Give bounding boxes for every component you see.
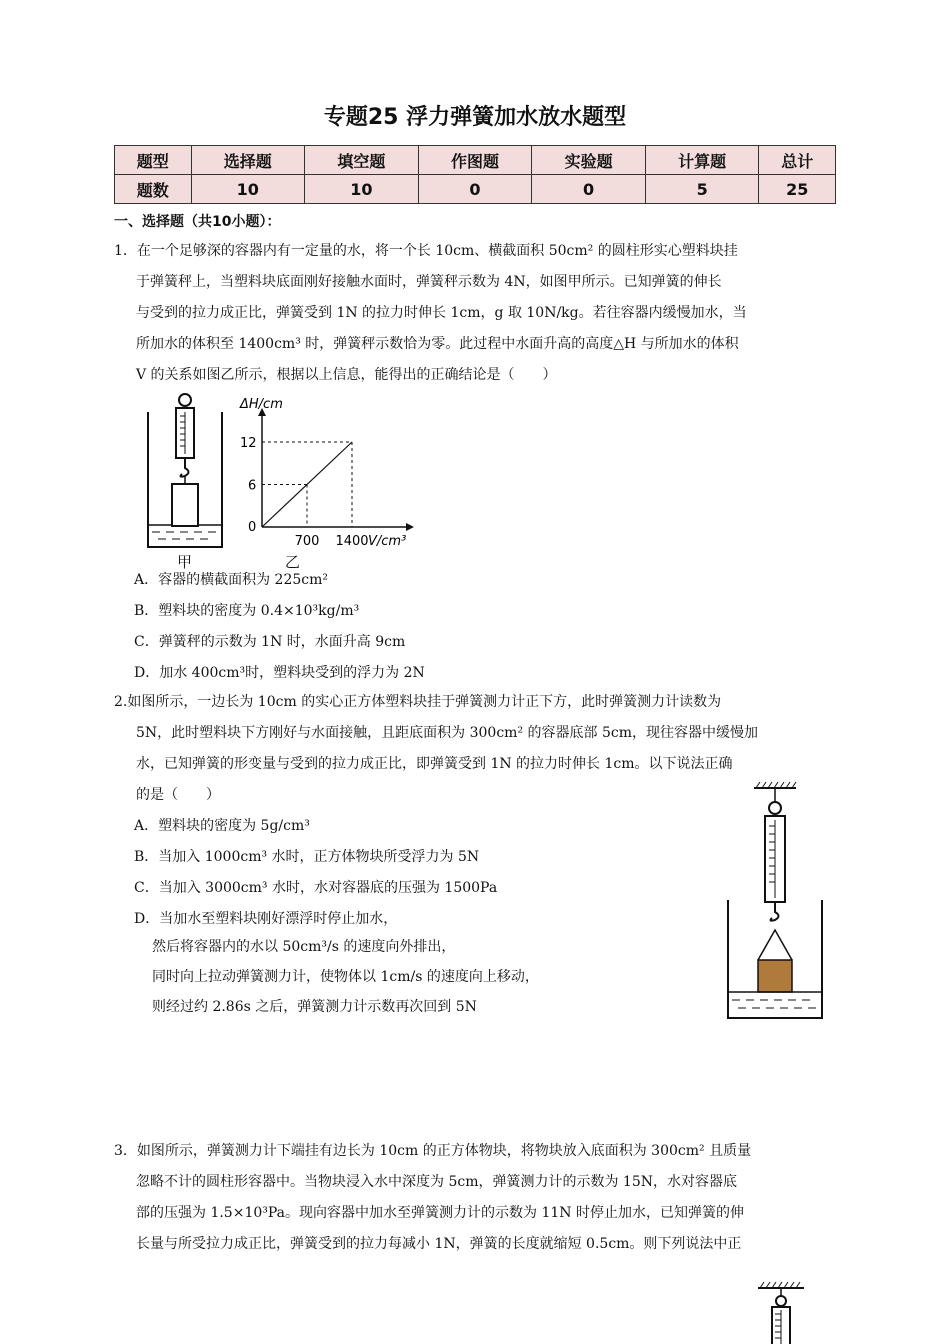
page-title: 专题25 浮力弹簧加水放水题型 [323, 105, 627, 130]
q3-line: 3．如图所示，弹簧测力计下端挂有边长为 10cm 的正方体物块，将物块放入底面积为 300cm² 且质量 [114, 1143, 752, 1159]
q3-line: 忽略不计的圆柱形容器中。当物块浸入水中深度为 5cm，弹簧测力计的示数为 15N，水对容器底 [136, 1174, 737, 1190]
q1-line: 与受到的拉力成正比，弹簧受到 1N 的拉力时伸长 1cm，g 取 10N/kg。若往容器内缓慢加水，当 [136, 305, 747, 321]
table-cell: 总计 [759, 146, 836, 175]
figure-q2-apparatus [724, 780, 824, 1022]
table-cell: 0 [418, 175, 532, 204]
question-3-stem [114, 1136, 838, 1260]
q2-option-d-line: 同时向上拉动弹簧测力计，使物体以 1cm/s 的速度向上移动， [152, 969, 539, 985]
table-cell: 25 [759, 175, 836, 204]
table-cell: 题型 [115, 146, 192, 175]
q1-option-c[interactable]: C．弹簧秤的示数为 1N 时，水面升高 9cm [134, 634, 406, 650]
figure-b-caption: 乙 [285, 553, 301, 571]
q2-line: 水，已知弹簧的形变量与受到的拉力成正比，即弹簧受到 1N 的拉力时伸长 1cm。以下说法正确 [136, 756, 733, 772]
q1-line: 1．在一个足够深的容器内有一定量的水，将一个长 10cm、横截面积 50cm² 的圆柱形实心塑料块挂 [114, 243, 738, 259]
x-axis-arrow [406, 523, 414, 531]
q2-line: 5N，此时塑料块下方刚好与水面接触，且距底面积为 300cm² 的容器底部 5cm，现往容器中缓慢加 [136, 725, 758, 741]
x-tick-label: 700 [294, 534, 320, 549]
q2-option-d-line: 然后将容器内的水以 50cm³/s 的速度向外排出， [152, 939, 456, 955]
x-tick-label: 1400 [335, 534, 369, 549]
section-heading: 一、选择题（共10小题）： [114, 214, 281, 230]
q1-line: 所加水的体积至 1400cm³ 时，弹簧秤示数恰为零。此过程中水面升高的高度△H 与所加水的体积 [136, 336, 739, 352]
table-cell: 10 [305, 175, 419, 204]
y-axis-label: ΔH/cm [240, 397, 283, 412]
table-cell: 选择题 [191, 146, 305, 175]
table-cell: 作图题 [418, 146, 532, 175]
y-tick-label: 6 [248, 478, 257, 494]
figure-spring-scale-container [140, 392, 230, 552]
figure-b-chart [236, 392, 416, 552]
q2-line: 2.如图所示，一边长为 10cm 的实心正方体塑料块挂于弹簧测力计正下方，此时弹簧测力计读数为 [114, 694, 722, 710]
q3-line: 长量与所受拉力成正比，弹簧受到的拉力每减小 1N，弹簧的长度就缩短 0.5cm。则下列说法中正 [136, 1236, 742, 1252]
q2-option-d[interactable]: D．当加水至塑料块刚好漂浮时停止加水， [134, 911, 398, 927]
q3-line: 部的压强为 1.5×10³Pa。现向容器中加水至弹簧测力计的示数为 11N 时停止加水，已知弹簧的伸 [136, 1205, 744, 1221]
q2-option-a[interactable]: A．塑料块的密度为 5g/cm³ [134, 818, 310, 834]
figure-a-caption: 甲 [177, 553, 193, 571]
q2-option-b[interactable]: B．当加入 1000cm³ 水时，正方体物块所受浮力为 5N [134, 849, 480, 865]
origin-label: 0 [248, 520, 257, 535]
table-cell: 填空题 [305, 146, 419, 175]
q1-option-d[interactable]: D．加水 400cm³时，塑料块受到的浮力为 2N [134, 665, 425, 681]
table-cell: 计算题 [645, 146, 759, 175]
q2-line: 的是（ ） [136, 787, 220, 803]
q2-option-d-line: 则经过约 2.86s 之后，弹簧测力计示数再次回到 5N [152, 999, 477, 1015]
q1-line: V 的关系如图乙所示，根据以上信息，能得出的正确结论是（ ） [136, 367, 557, 383]
table-cell: 实验题 [532, 146, 646, 175]
y-tick-label: 12 [240, 436, 257, 451]
table-header-row [115, 146, 836, 175]
table-cell: 5 [645, 175, 759, 204]
table-cell: 0 [532, 175, 646, 204]
x-axis-label: V/cm³ [368, 534, 407, 549]
figure-q3-spring-scale [752, 1280, 812, 1344]
question-type-table [114, 145, 836, 204]
q2-option-c[interactable]: C．当加入 3000cm³ 水时，水对容器底的压强为 1500Pa [134, 880, 498, 896]
table-row [115, 175, 836, 204]
q1-option-a[interactable]: A．容器的横截面积为 225cm² [134, 572, 329, 588]
q1-option-b[interactable]: B．塑料块的密度为 0.4×10³kg/m³ [134, 603, 360, 619]
question-1-stem [114, 236, 838, 391]
q1-line: 于弹簧秤上，当塑料块底面刚好接触水面时，弹簧秤示数为 4N，如图甲所示。已知弹簧的伸长 [136, 274, 722, 290]
table-cell: 10 [191, 175, 305, 204]
table-cell: 题数 [115, 175, 192, 204]
